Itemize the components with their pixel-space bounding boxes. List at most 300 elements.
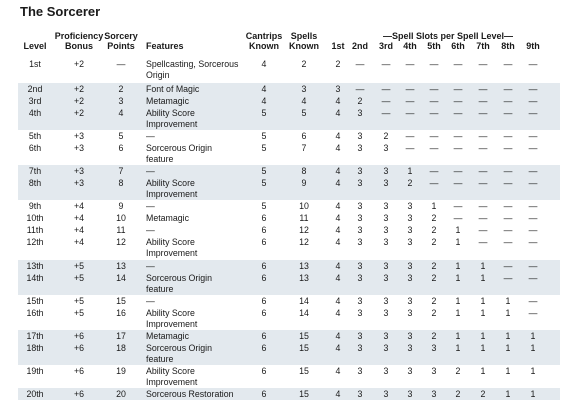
cantrips-cell: 4 (261, 84, 267, 94)
slot-cell-5th: 3 (431, 343, 437, 353)
cantrips-cell: 6 (261, 343, 267, 353)
sorcery-points-cell: 17 (116, 331, 126, 341)
slot-cell-2nd: 3 (357, 108, 363, 118)
cantrips-cell: 6 (261, 237, 267, 247)
slot-cell-6th: 2 (455, 389, 461, 399)
slot-cell-4th: 3 (407, 343, 413, 353)
slot-cell-6th: — (453, 84, 463, 94)
slot-cell-7th: 1 (480, 273, 486, 283)
proficiency-cell: +6 (73, 331, 85, 341)
cantrips-cell: 6 (261, 261, 267, 271)
spells-known-cell: 15 (299, 389, 309, 399)
slot-cell-4th: 3 (407, 213, 413, 223)
slot-cell-2nd: 3 (357, 343, 363, 353)
slot-cell-5th: 2 (431, 296, 437, 306)
slot-cell-1st: 3 (335, 84, 341, 94)
slot-cell-3rd: 2 (383, 131, 389, 141)
slot-cell-7th: — (478, 84, 488, 94)
slot-cell-7th: 2 (480, 389, 486, 399)
slot-cell-3rd: 3 (383, 343, 389, 353)
slot-cell-1st: 4 (335, 331, 341, 341)
slot-cell-6th: — (453, 213, 463, 223)
table-title: The Sorcerer (20, 4, 101, 19)
proficiency-cell: +6 (73, 366, 85, 376)
slot-cell-1st: 4 (335, 389, 341, 399)
slot-cell-2nd: — (355, 84, 365, 94)
features-cell: feature (146, 154, 174, 164)
slot-cell-1st: 4 (335, 237, 341, 247)
proficiency-cell: +4 (73, 201, 85, 211)
features-cell: — (146, 131, 155, 141)
slot-cell-3rd: 3 (383, 166, 389, 176)
row-group (18, 365, 560, 388)
proficiency-cell: +5 (73, 296, 85, 306)
slot-cell-9th: 1 (530, 366, 536, 376)
level-cell: 15th (26, 296, 44, 306)
slot-cell-6th: 2 (455, 366, 461, 376)
features-cell: Metamagic (146, 213, 190, 223)
slot-cell-9th: 1 (530, 343, 536, 353)
slot-cell-6th: 1 (455, 273, 461, 283)
spells-known-cell: 15 (299, 366, 309, 376)
slot-cell-7th: 1 (480, 261, 486, 271)
slot-cell-5th: 1 (431, 201, 437, 211)
slot-cell-5th: — (429, 96, 439, 106)
sorcery-points-cell: 18 (116, 343, 126, 353)
slot-cell-8th: — (503, 178, 513, 188)
slot-cell-4th: 3 (407, 331, 413, 341)
slot-cell-2nd: 3 (357, 131, 363, 141)
slot-cell-9th: — (528, 273, 538, 283)
level-cell: 5th (28, 131, 42, 141)
features-cell: Font of Magic (146, 84, 200, 94)
slot-cell-7th: — (478, 213, 488, 223)
slot-cell-2nd: 3 (357, 225, 363, 235)
features-cell: Improvement (146, 189, 198, 199)
slot-cell-9th: — (528, 143, 538, 153)
slot-cell-6th: — (453, 59, 463, 69)
slot-cell-1st: 4 (335, 178, 341, 188)
slot-cell-1st: 4 (335, 261, 341, 271)
proficiency-cell: +4 (73, 225, 85, 235)
level-cell: 17th (26, 331, 44, 341)
slot-cell-8th: — (503, 59, 513, 69)
features-cell: — (146, 296, 155, 306)
cantrips-cell: 5 (261, 166, 267, 176)
slot-cell-8th: — (503, 213, 513, 223)
level-cell: 6th (28, 143, 42, 153)
slot-cell-1st: 4 (335, 108, 341, 118)
slot-cell-6th: — (453, 108, 463, 118)
features-cell: Ability Score (146, 178, 195, 188)
proficiency-cell: +2 (73, 96, 85, 106)
slot-cell-5th: 2 (431, 273, 437, 283)
cantrips-cell: 6 (261, 331, 267, 341)
sorcery-points-cell: 13 (116, 261, 126, 271)
header-cantrips-line1: Cantrips (245, 31, 283, 41)
slot-cell-7th: — (478, 131, 488, 141)
slot-cell-9th: — (528, 131, 538, 141)
slot-cell-4th: — (405, 96, 415, 106)
proficiency-cell: +6 (73, 343, 85, 353)
slot-cell-5th: — (429, 166, 439, 176)
slot-cell-9th: — (528, 225, 538, 235)
slot-cell-1st: 4 (335, 143, 341, 153)
slot-cell-3rd: 3 (383, 389, 389, 399)
slot-cell-2nd: 3 (357, 273, 363, 283)
slot-cell-6th: 1 (455, 237, 461, 247)
slot-cell-5th: — (429, 84, 439, 94)
spells-known-cell: 12 (299, 225, 309, 235)
features-cell: Improvement (146, 319, 198, 329)
slot-cell-3rd: — (381, 84, 391, 94)
slot-cell-5th: — (429, 143, 439, 153)
features-cell: Sorcerous Origin (146, 273, 213, 283)
slot-cell-7th: — (478, 108, 488, 118)
slot-cell-2nd: 3 (357, 261, 363, 271)
slot-cell-8th: 1 (505, 389, 511, 399)
proficiency-cell: +2 (73, 84, 85, 94)
sorcery-points-cell: 20 (116, 389, 126, 399)
row-group (18, 295, 560, 330)
cantrips-cell: 6 (261, 366, 267, 376)
level-cell: 7th (28, 166, 42, 176)
slot-cell-8th: — (503, 201, 513, 211)
slot-cell-4th: 3 (407, 308, 413, 318)
slot-cell-8th: — (503, 166, 513, 176)
cantrips-cell: 6 (261, 225, 267, 235)
slot-cell-5th: 3 (431, 389, 437, 399)
slot-cell-7th: — (478, 178, 488, 188)
features-cell: Ability Score (146, 108, 195, 118)
slot-cell-1st: 2 (335, 59, 341, 69)
slot-cell-9th: — (528, 166, 538, 176)
slot-cell-3rd: 3 (383, 261, 389, 271)
row-group (18, 330, 560, 365)
slot-cell-1st: 4 (335, 201, 341, 211)
slot-cell-9th: — (528, 59, 538, 69)
row-group (18, 260, 560, 295)
slot-cell-2nd: 3 (357, 237, 363, 247)
header-proficiency-line1: Proficiency (54, 31, 104, 41)
slot-cell-5th: 2 (431, 237, 437, 247)
cantrips-cell: 5 (261, 201, 267, 211)
slot-cell-8th: — (503, 261, 513, 271)
spells-known-cell: 6 (301, 131, 307, 141)
slot-cell-8th: — (503, 143, 513, 153)
level-cell: 4th (28, 108, 42, 118)
features-cell: feature (146, 284, 174, 294)
slot-cell-2nd: 3 (357, 143, 363, 153)
slot-cell-3rd: 3 (383, 273, 389, 283)
level-cell: 8th (28, 178, 42, 188)
slot-cell-5th: — (429, 131, 439, 141)
slot-cell-9th: — (528, 96, 538, 106)
spells-known-cell: 14 (299, 308, 309, 318)
header-spells-line2: Known (289, 41, 319, 51)
cantrips-cell: 5 (261, 131, 267, 141)
cantrips-cell: 6 (261, 308, 267, 318)
slot-cell-8th: — (503, 131, 513, 141)
slot-cell-4th: — (405, 143, 415, 153)
features-cell: Sorcerous Origin (146, 343, 213, 353)
spells-known-cell: 8 (301, 166, 307, 176)
slot-cell-8th: — (503, 108, 513, 118)
proficiency-cell: +5 (73, 308, 85, 318)
slot-cell-2nd: 3 (357, 366, 363, 376)
header-level: Level (23, 41, 47, 51)
header-sorcery-line1: Sorcery (104, 31, 138, 41)
slot-cell-2nd: 3 (357, 166, 363, 176)
proficiency-cell: +4 (73, 213, 85, 223)
level-cell: 3rd (28, 96, 42, 106)
slot-cell-5th: — (429, 108, 439, 118)
slot-cell-7th: — (478, 59, 488, 69)
slot-cell-2nd: 3 (357, 296, 363, 306)
cantrips-cell: 6 (261, 273, 267, 283)
level-cell: 20th (26, 389, 44, 399)
slot-cell-3rd: 3 (383, 143, 389, 153)
features-cell: Metamagic (146, 96, 190, 106)
slot-cell-5th: — (429, 59, 439, 69)
slot-cell-5th: 3 (431, 366, 437, 376)
slot-cell-6th: 1 (455, 225, 461, 235)
slot-cell-9th: — (528, 84, 538, 94)
slot-cell-4th: 3 (407, 201, 413, 211)
slot-cell-2nd: 3 (357, 389, 363, 399)
spells-known-cell: 5 (301, 108, 307, 118)
slot-cell-1st: 4 (335, 296, 341, 306)
sorcery-points-cell: 8 (118, 178, 124, 188)
slot-cell-8th: 1 (505, 331, 511, 341)
cantrips-cell: 4 (261, 96, 267, 106)
header-spell-slots-group: —Spell Slots per Spell Level— (382, 31, 514, 41)
spells-known-cell: 12 (299, 237, 309, 247)
slot-cell-2nd: 3 (357, 308, 363, 318)
slot-cell-4th: — (405, 84, 415, 94)
level-cell: 2nd (27, 84, 43, 94)
level-cell: 18th (26, 343, 44, 353)
header-features: Features (146, 41, 184, 51)
sorcery-points-cell: 19 (116, 366, 126, 376)
slot-cell-7th: 1 (480, 308, 486, 318)
slot-cell-9th: — (528, 261, 538, 271)
header-slot-8th: 8th (501, 41, 515, 51)
proficiency-cell: +5 (73, 261, 85, 271)
slot-cell-2nd: 3 (357, 213, 363, 223)
proficiency-cell: +6 (73, 389, 85, 399)
features-cell: Improvement (146, 119, 198, 129)
slot-cell-4th: 3 (407, 237, 413, 247)
slot-cell-1st: 4 (335, 343, 341, 353)
sorcery-points-cell: 5 (118, 131, 124, 141)
proficiency-cell: +2 (73, 59, 85, 69)
slot-cell-7th: 1 (480, 331, 486, 341)
header-slot-4th: 4th (403, 41, 417, 51)
proficiency-cell: +5 (73, 273, 85, 283)
slot-cell-3rd: 3 (383, 331, 389, 341)
slot-cell-9th: — (528, 296, 538, 306)
slot-cell-5th: 2 (431, 331, 437, 341)
slot-cell-1st: 4 (335, 273, 341, 283)
slot-cell-8th: — (503, 84, 513, 94)
level-cell: 13th (26, 261, 44, 271)
features-cell: feature (146, 354, 174, 364)
sorcery-points-cell: 6 (118, 143, 124, 153)
features-cell: — (146, 201, 155, 211)
slot-cell-8th: — (503, 237, 513, 247)
slot-cell-9th: — (528, 201, 538, 211)
slot-cell-1st: 4 (335, 213, 341, 223)
slot-cell-7th: — (478, 201, 488, 211)
slot-cell-9th: 1 (530, 331, 536, 341)
slot-cell-2nd: 3 (357, 331, 363, 341)
features-cell: Improvement (146, 248, 198, 258)
features-cell: Sorcerous Origin (146, 143, 213, 153)
sorcery-points-cell: 2 (118, 84, 124, 94)
sorcery-points-cell: 15 (116, 296, 126, 306)
slot-cell-3rd: 3 (383, 225, 389, 235)
slot-cell-2nd: — (355, 59, 365, 69)
slot-cell-6th: — (453, 166, 463, 176)
spells-known-cell: 13 (299, 261, 309, 271)
spells-known-cell: 4 (301, 96, 307, 106)
level-cell: 1st (29, 59, 41, 69)
header-slot-7th: 7th (476, 41, 490, 51)
slot-cell-4th: — (405, 108, 415, 118)
slot-cell-1st: 4 (335, 96, 341, 106)
sorcery-points-cell: 4 (118, 108, 124, 118)
slot-cell-5th: 2 (431, 308, 437, 318)
slot-cell-8th: — (503, 273, 513, 283)
slot-cell-8th: 1 (505, 343, 511, 353)
slot-cell-6th: — (453, 201, 463, 211)
slot-cell-5th: — (429, 178, 439, 188)
slot-cell-4th: 3 (407, 366, 413, 376)
slot-cell-3rd: 3 (383, 296, 389, 306)
features-cell: — (146, 261, 155, 271)
row-group (18, 388, 560, 400)
slot-cell-5th: 2 (431, 213, 437, 223)
slot-cell-3rd: — (381, 108, 391, 118)
sorcery-points-cell: 16 (116, 308, 126, 318)
slot-cell-7th: — (478, 96, 488, 106)
features-cell: Improvement (146, 377, 198, 387)
spells-known-cell: 14 (299, 296, 309, 306)
slot-cell-6th: 1 (455, 261, 461, 271)
spells-known-cell: 9 (301, 178, 307, 188)
header-sorcery-line2: Points (107, 41, 135, 51)
spells-known-cell: 10 (299, 201, 309, 211)
slot-cell-3rd: — (381, 96, 391, 106)
header-cantrips-line2: Known (249, 41, 279, 51)
level-cell: 11th (26, 225, 44, 235)
slot-cell-9th: — (528, 237, 538, 247)
features-cell: Ability Score (146, 366, 195, 376)
level-cell: 14th (26, 273, 44, 283)
slot-cell-7th: — (478, 143, 488, 153)
slot-cell-6th: — (453, 131, 463, 141)
header-slot-9th: 9th (526, 41, 540, 51)
level-cell: 19th (26, 366, 44, 376)
slot-cell-4th: — (405, 59, 415, 69)
slot-cell-3rd: 3 (383, 308, 389, 318)
slot-cell-3rd: 3 (383, 237, 389, 247)
proficiency-cell: +3 (73, 131, 85, 141)
slot-cell-3rd: 3 (383, 201, 389, 211)
features-cell: — (146, 225, 155, 235)
level-cell: 9th (28, 201, 42, 211)
slot-cell-3rd: 3 (383, 213, 389, 223)
sorcery-points-cell: 7 (118, 166, 124, 176)
proficiency-cell: +3 (73, 166, 85, 176)
header-slot-1st: 1st (331, 41, 345, 51)
slot-cell-1st: 4 (335, 225, 341, 235)
sorcery-points-cell: 12 (116, 237, 126, 247)
slot-cell-1st: 4 (335, 366, 341, 376)
slot-cell-1st: 4 (335, 166, 341, 176)
features-cell: Metamagic (146, 331, 190, 341)
slot-cell-7th: — (478, 166, 488, 176)
level-cell: 12th (26, 237, 44, 247)
slot-cell-7th: — (478, 237, 488, 247)
proficiency-cell: +2 (73, 108, 85, 118)
features-cell: Ability Score (146, 237, 195, 247)
slot-cell-2nd: 3 (357, 201, 363, 211)
slot-cell-1st: 4 (335, 308, 341, 318)
slot-cell-9th: — (528, 108, 538, 118)
slot-cell-9th: — (528, 308, 538, 318)
slot-cell-7th: 1 (480, 366, 486, 376)
slot-cell-4th: 3 (407, 389, 413, 399)
slot-cell-2nd: 2 (357, 96, 363, 106)
slot-cell-8th: — (503, 225, 513, 235)
cantrips-cell: 5 (261, 178, 267, 188)
spells-known-cell: 13 (299, 273, 309, 283)
header-slot-6th: 6th (451, 41, 465, 51)
sorcery-points-cell: 10 (116, 213, 126, 223)
slot-cell-4th: 3 (407, 296, 413, 306)
slot-cell-9th: 1 (530, 389, 536, 399)
slot-cell-9th: — (528, 213, 538, 223)
slot-cell-4th: 3 (407, 225, 413, 235)
slot-cell-6th: — (453, 178, 463, 188)
slot-cell-6th: 1 (455, 296, 461, 306)
sorcery-points-cell: 14 (116, 273, 126, 283)
spells-known-cell: 11 (299, 213, 309, 223)
slot-cell-7th: 1 (480, 296, 486, 306)
slot-cell-7th: 1 (480, 343, 486, 353)
features-cell: Sorcerous Restoration (146, 389, 234, 399)
slot-cell-3rd: — (381, 59, 391, 69)
spells-known-cell: 7 (301, 143, 307, 153)
slot-cell-9th: — (528, 178, 538, 188)
cantrips-cell: 5 (261, 108, 267, 118)
header-slot-3rd: 3rd (378, 41, 394, 51)
cantrips-cell: 6 (261, 213, 267, 223)
sorcery-points-cell: 11 (116, 225, 126, 235)
slot-cell-8th: — (503, 96, 513, 106)
spells-known-cell: 15 (299, 343, 309, 353)
spells-known-cell: 15 (299, 331, 309, 341)
slot-cell-6th: 1 (455, 343, 461, 353)
sorcery-points-cell: 3 (118, 96, 124, 106)
sorcery-points-cell: 9 (118, 201, 124, 211)
header-proficiency-line2: Bonus (65, 41, 93, 51)
cantrips-cell: 4 (261, 59, 267, 69)
features-cell: Origin (146, 70, 170, 80)
spells-known-cell: 2 (301, 59, 307, 69)
